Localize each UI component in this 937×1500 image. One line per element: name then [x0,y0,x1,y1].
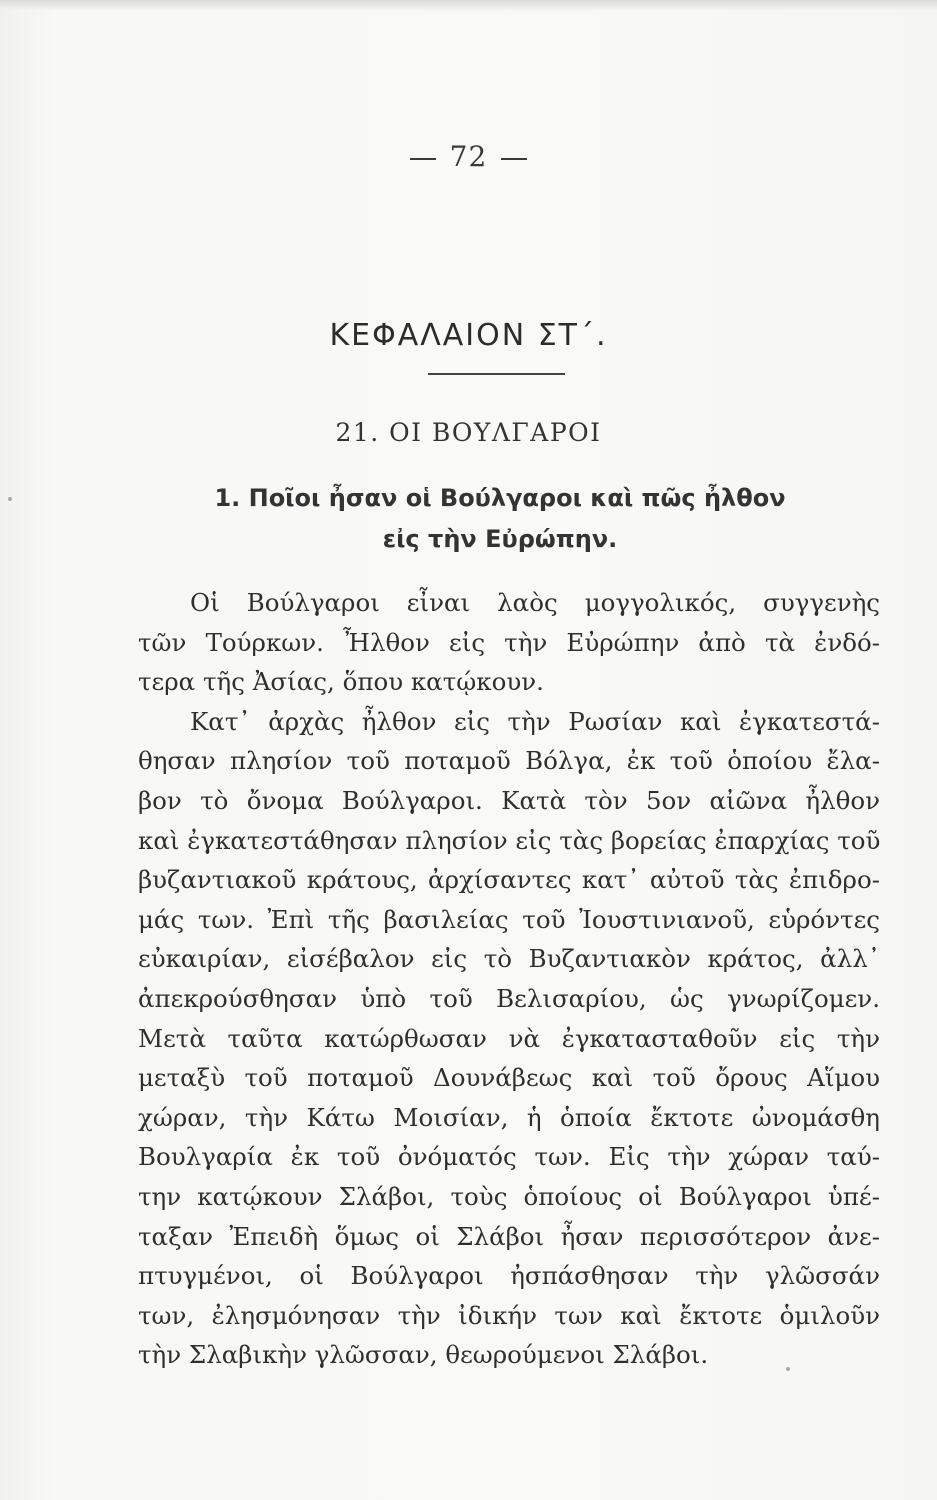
page-number-dash-right [501,158,527,160]
question-line-1: 1. Ποῖοι ἦσαν οἱ Βούλγαροι καὶ πῶς ἦλθον [214,484,786,512]
section-title: 21. ΟΙ ΒΟΥΛΓΑΡΟΙ [335,418,602,447]
body-line: Οἱ Βούλγαροι εἶναι λαὸς μογγολικός, συγγενὴς [190,588,880,617]
page-number-dash-left [410,158,436,160]
paper-speck [786,1367,790,1371]
body-line: βον τὸ ὄνομα Βούλγαροι. Κατὰ τὸν 5ον αἰῶνα ἦλθον [138,785,880,815]
body-line: μεταξὺ τοῦ ποταμοῦ Δουνάβεως καὶ τοῦ ὄρους Αἵμου [138,1063,880,1093]
paper-speck [8,497,12,501]
body-line: μάς των. Ἐπὶ τῆς βασιλείας τοῦ Ἰουστινιανοῦ, εὑρόντες [138,904,880,934]
body-line: Κατ᾽ ἀρχὰς ἦλθον εἰς τὴν Ρωσίαν καὶ ἐγκατεστά- [190,706,880,736]
chapter-divider [428,373,565,375]
body-line: ἀπεκρούσθησαν ὑπὸ τοῦ Βελισαρίου, ὡς γνωρίζομεν. [138,983,880,1013]
body-line: Μετὰ ταῦτα κατώρθωσαν νὰ ἐγκατασταθοῦν εἰς τὴν [138,1023,880,1053]
body-line: βυζαντιακοῦ κράτους, ἀρχίσαντες κατ᾽ αὐτοῦ τὰς ἐπιδρο- [138,865,880,895]
page-number-value: 72 [449,140,488,173]
page-number [0,140,937,173]
body-line: πτυγμένοι, οἱ Βούλγαροι ἠσπάσθησαν τὴν γλῶσσάν [138,1261,880,1291]
body-line: εὐκαιρίαν, εἰσέβαλον εἰς τὸ Βυζαντιακὸν κράτος, ἀλλ᾽ [138,944,880,974]
section-question [150,478,850,560]
body-line: Βουλγαρία ἐκ τοῦ ὀνόματός των. Εἰς τὴν χώραν ταύ- [138,1142,880,1172]
body-line: τῶν Τούρκων. Ἦλθον εἰς τὴν Εὐρώπην ἀπὸ τὰ ἐνδό- [138,627,880,657]
page-top-edge [0,0,937,10]
question-line-2: εἰς τὴν Εὐρώπην. [382,525,618,553]
body-text [138,583,880,1375]
body-line: τὴν Σλαβικὴν γλῶσσαν, θεωρούμενοι Σλάβοι. [138,1340,709,1370]
body-line: την κατῴκουν Σλάβοι, τοὺς ὁποίους οἱ Βούλγαροι ὑπέ- [138,1181,880,1211]
chapter-title: ΚΕΦΑΛΑΙΟΝ ΣΤ΄. [329,318,608,353]
body-line: των, ἐλησμόνησαν τὴν ἰδικήν των καὶ ἔκτοτε ὁμιλοῦν [138,1300,880,1330]
body-line: θησαν πλησίον τοῦ ποταμοῦ Βόλγα, ἐκ τοῦ ὁποίου ἔλα- [138,746,880,776]
body-line: τερα τῆς Ἀσίας, ὅπου κατῴκουν. [138,667,544,697]
body-line: καὶ ἐγκατεστάθησαν πλησίον εἰς τὰς βορείας ἐπαρχίας τοῦ [138,825,881,855]
body-line: χώραν, τὴν Κάτω Μοισίαν, ἡ ὁποία ἔκτοτε ὠνομάσθη [138,1102,880,1132]
body-line: ταξαν Ἐπειδὴ ὅμως οἱ Σλάβοι ἦσαν περισσότερον ἀνε- [138,1221,880,1251]
